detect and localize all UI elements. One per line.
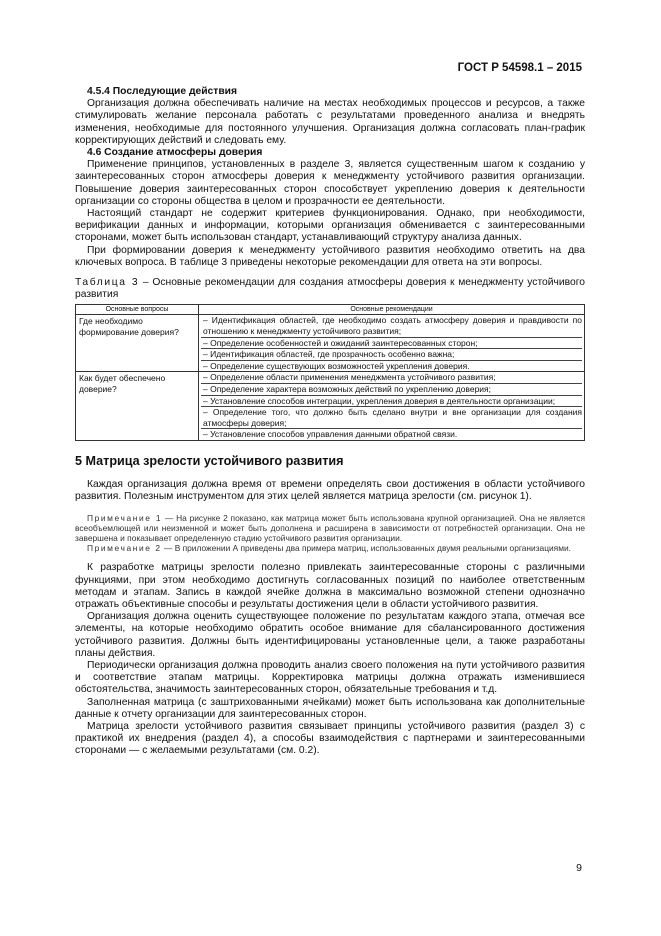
- table-row: [76, 315, 585, 372]
- section-5-title: 5 Матрица зрелости устойчивого развития: [75, 453, 344, 468]
- section-46-paragraph-1: Применение принципов, установленных в разделе 3, является существенным шагом к созданию у заинтересованных сторон атмосферы доверия к менеджменту устойчивого развития организации. Повышение доверия заинтересованных сторон способствует укреплению доверия к деятельности организации со стороны общества в целом и прозрачности ее деятельности.: [75, 159, 585, 207]
- question-cell: Где необходимо формирование доверия?: [76, 315, 199, 372]
- recommendation-item: – Установление способов интеграции, укрепления доверия в деятельности организации;: [201, 396, 582, 408]
- recommendation-item: – Определение того, что должно быть сделано внутри и вне организации для создания атмосферы доверия;: [203, 407, 582, 428]
- section-5-paragraph-3: Организация должна оценить существующее положение по результатам каждого этапа, отмечая все элементы, на которые необходимо обратить особое внимание для сбалансированного достижения устойчивого развития. Должны быть идентифицированы установленные цели, а также разработаны планы действия.: [75, 611, 585, 659]
- recommendation-item: – Определение особенностей и ожиданий заинтересованных сторон;: [201, 338, 582, 350]
- table-row: [76, 372, 585, 441]
- recommendation-item: – Установление способов управления данными обратной связи.: [203, 429, 458, 440]
- note-1: [75, 513, 585, 544]
- section-5-paragraph-5: Заполненная матрица (с заштрихованными ячейками) может быть использована как дополнительные данные к отчету организации для заинтересованных сторон.: [75, 696, 585, 720]
- recommendations-table: [75, 304, 585, 441]
- recommendation-item: – Идентификация областей, где прозрачность особенно важна;: [201, 349, 582, 361]
- recommendation-item: – Определение характера возможных действий по укреплению доверия;: [201, 384, 582, 396]
- note-2-label: Примечание 2: [87, 543, 162, 554]
- table-header-row: [76, 305, 585, 315]
- page-number: 9: [576, 862, 582, 874]
- section-454-title: 4.5.4 Последующие действия: [87, 86, 237, 97]
- section-46-paragraph-3: При формировании доверия к менеджменту устойчивого развития необходимо ответить на два ключевых вопроса. В таблице 3 приведены некоторые рекомендации для ответа на эти вопросы.: [75, 244, 585, 268]
- question-cell: Как будет обеспечено доверие?: [76, 372, 199, 441]
- table-caption-text: – Основные рекомендации для создания атмосферы доверия к менеджменту устойчивого развития: [75, 277, 585, 301]
- section-46-title: 4.6 Создание атмосферы доверия: [87, 147, 263, 159]
- recommendation-item: – Определение области применения менеджмента устойчивого развития;: [201, 372, 582, 384]
- standard-code: ГОСТ Р 54598.1 – 2015: [457, 62, 582, 74]
- recommendation-item: – Определение существующих возможностей укрепления доверия.: [203, 360, 470, 371]
- page-body: [75, 86, 585, 758]
- note-2-text: — В приложении А приведены два примера матриц, использованных двумя реальными организациями.: [161, 543, 571, 554]
- section-5-paragraph-4: Периодически организация должна проводить анализ своего положения на пути устойчивого развития и соответствие этапам матрицы. Корректировка матрицы должна отражать изменившиеся обстоятельства, значимость заинтересованных сторон, обязательные требования и т.д.: [75, 660, 585, 696]
- section-454-paragraph: Организация должна обеспечивать наличие на местах необходимых процессов и ресурсов, а также стимулировать желание персонала работать с результатами проведенного анализа и внедрять изменения, необходимые для постоянного улучшения. Организация должна согласовать план-график корректирующих действий и следовать ему.: [75, 98, 585, 146]
- recommendation-item: – Идентификация областей, где необходимо создать атмосферу доверия и правдивости по отношению к менеджменту устойчивого развития;: [203, 315, 582, 337]
- recommendations-cell: [199, 315, 585, 372]
- section-46-paragraph-2: Настоящий стандарт не содержит критериев функционирования. Однако, при необходимости, верификации данных и информации, которыми организация обменивается с заинтересованными сторонами, может быть использован стандарт, устанавливающий структуру анализа данных.: [75, 208, 585, 244]
- note-1-label: Примечание 1: [87, 512, 163, 523]
- header-recommendations: Основные рекомендации: [199, 305, 585, 315]
- section-5-paragraph-1: Каждая организация должна время от времени определять свои достижения в области устойчивого развития. Полезным инструментом для этих целей является матрица зрелости (см. рисунок 1).: [75, 479, 585, 503]
- section-5-paragraph-6: Матрица зрелости устойчивого развития связывает принципы устойчивого развития (раздел 3) с практикой их внедрения (раздел 4), а способы взаимодействия с партнерами и заинтересованными сторонами — с желаемыми результатами (см. 0.2).: [75, 721, 585, 757]
- header-questions: Основные вопросы: [76, 305, 199, 315]
- table-caption-label: Таблица 3: [75, 277, 140, 289]
- recommendations-cell: [199, 372, 585, 441]
- table-caption: [75, 277, 585, 301]
- section-5-paragraph-2: К разработке матрицы зрелости полезно привлекать заинтересованные стороны с различными функциями, при этом необходимо достигнуть согласованных позиций по наиболее ответственным методам и этапам. Запись в каждой ячейке должна в максимально возможной степени однозначно отражать объективные способы и результаты достижения цели в области устойчивого развития.: [75, 562, 585, 611]
- note-2: [75, 543, 585, 553]
- note-1-text: — На рисунке 2 показано, как матрица может быть использована крупной организацией. Она не является всеобъемлющей или неизменной и может быть дополнена и расширена в зависимости от потребностей организации. Она не завершена и показывает определенную стадию устойчивого развития организации.: [75, 512, 585, 543]
